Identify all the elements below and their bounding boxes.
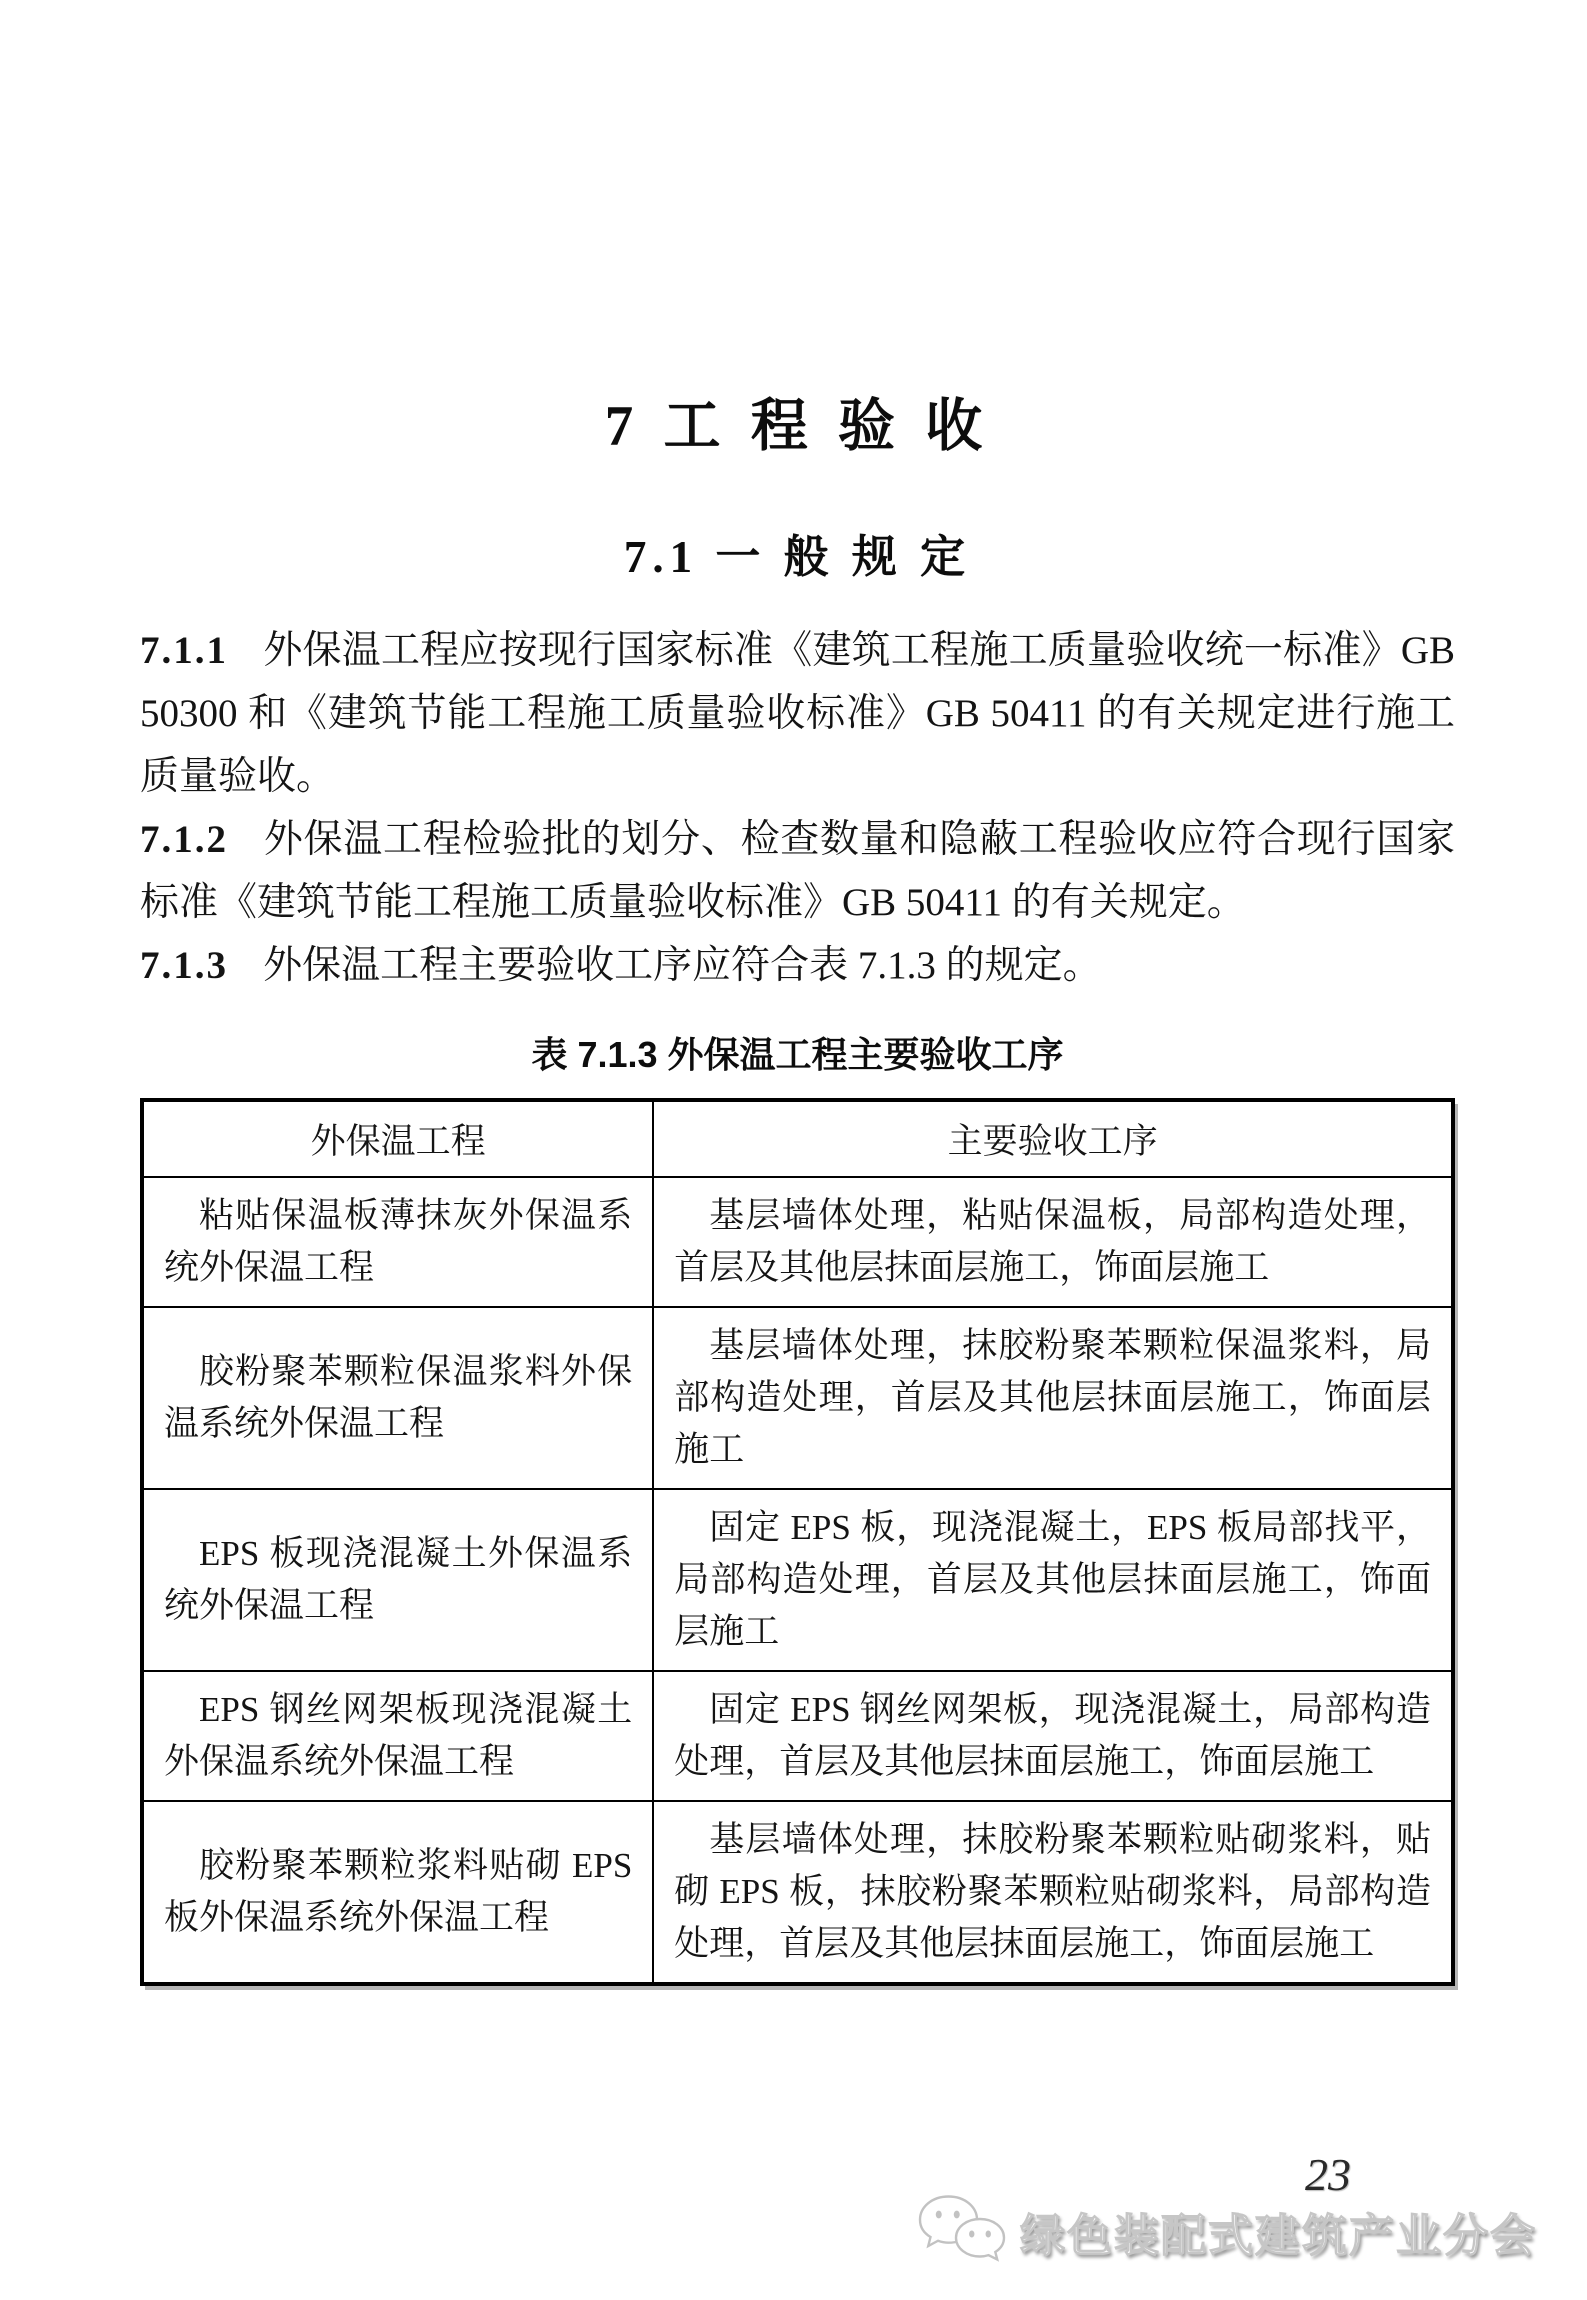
clause-7-1-2 <box>140 808 1455 934</box>
page-content <box>0 395 1587 1986</box>
procedure-cell: 基层墙体处理，抹胶粉聚苯颗粒贴砌浆料，贴砌 EPS 板，抹胶粉聚苯颗粒贴砌浆料，局部构造处理，首层及其他层抹面层施工，饰面层施工 <box>653 1801 1453 1984</box>
system-cell: 胶粉聚苯颗粒保温浆料外保温系统外保温工程 <box>142 1307 653 1489</box>
wechat-icon <box>914 2192 1010 2270</box>
table-row <box>142 1307 1453 1489</box>
clause-number: 7.1.2 <box>140 818 228 861</box>
table-header-row <box>142 1100 1453 1177</box>
chapter-title: 7 工 程 验 收 <box>604 395 991 458</box>
acceptance-procedures-table <box>140 1098 1455 1986</box>
clause-list <box>140 619 1455 997</box>
table-row <box>142 1801 1453 1984</box>
section-title: 7.1 一 般 规 定 <box>623 532 972 582</box>
procedure-cell: 基层墙体处理，抹胶粉聚苯颗粒保温浆料，局部构造处理，首层及其他层抹面层施工，饰面层施工 <box>653 1307 1453 1489</box>
table-row <box>142 1671 1453 1801</box>
table-caption: 表 7.1.3 外保温工程主要验收工序 <box>531 1034 1064 1075</box>
watermark-text: 绿色装配式建筑产业分会 <box>1019 2209 1537 2261</box>
system-cell: 胶粉聚苯颗粒浆料贴砌 EPS 板外保温系统外保温工程 <box>142 1801 653 1984</box>
procedure-cell: 固定 EPS 板，现浇混凝土，EPS 板局部找平，局部构造处理，首层及其他层抹面层施工，饰面层施工 <box>653 1489 1453 1671</box>
table-row <box>142 1489 1453 1671</box>
procedure-cell: 固定 EPS 钢丝网架板，现浇混凝土，局部构造处理，首层及其他层抹面层施工，饰面层施工 <box>653 1671 1453 1801</box>
header-cell-system: 外保温工程 <box>142 1100 653 1177</box>
clause-number: 7.1.1 <box>140 629 228 672</box>
clause-text: 外保温工程主要验收工序应符合表 7.1.3 的规定。 <box>263 944 1102 987</box>
system-cell: EPS 板现浇混凝土外保温系统外保温工程 <box>142 1489 653 1671</box>
clause-7-1-1 <box>140 619 1455 808</box>
system-cell: 粘贴保温板薄抹灰外保温系统外保温工程 <box>142 1177 653 1307</box>
table-row <box>142 1177 1453 1307</box>
clause-number: 7.1.3 <box>140 944 228 987</box>
system-cell: EPS 钢丝网架板现浇混凝土外保温系统外保温工程 <box>142 1671 653 1801</box>
clause-7-1-3 <box>140 934 1455 997</box>
clause-text: 外保温工程检验批的划分、检查数量和隐蔽工程验收应符合现行国家标准《建筑节能工程施工质量验收标准》GB 50411 的有关规定。 <box>140 818 1455 924</box>
header-cell-procedure: 主要验收工序 <box>653 1100 1453 1177</box>
procedure-cell: 基层墙体处理，粘贴保温板，局部构造处理，首层及其他层抹面层施工，饰面层施工 <box>653 1177 1453 1307</box>
page-number: 23 <box>1305 2149 1351 2200</box>
footer-watermark <box>914 2192 1537 2270</box>
clause-text: 外保温工程应按现行国家标准《建筑工程施工质量验收统一标准》GB 50300 和《建筑节能工程施工质量验收标准》GB 50411 的有关规定进行施工质量验收。 <box>140 629 1455 798</box>
